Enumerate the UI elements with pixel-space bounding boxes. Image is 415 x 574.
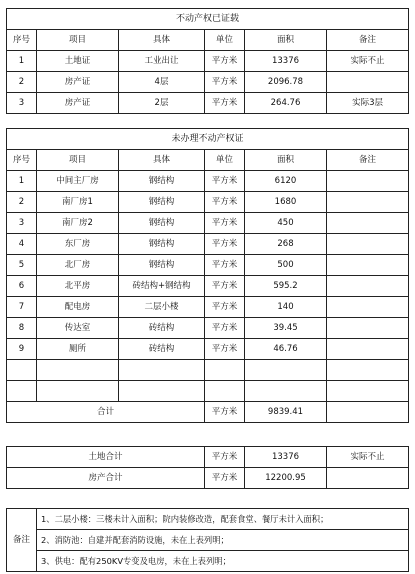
unregistered-property-table [6,128,409,423]
row-note: 实际不止 [327,51,409,72]
summary-value: 12200.95 [245,468,327,489]
header-cell: 面积 [245,150,327,171]
row-detail: 砖结构+钢结构 [119,276,205,297]
row-index: 2 [7,192,37,213]
row-detail: 二层小楼 [119,297,205,318]
row-detail: 2层 [119,93,205,114]
row-area: 500 [245,255,327,276]
total-note [327,402,409,423]
summary-note [327,468,409,489]
summary-label: 房产合计 [7,468,205,489]
empty-row [7,381,409,402]
note-row [7,509,409,530]
summary-row [7,447,409,468]
row-index: 1 [7,171,37,192]
row-item: 传达室 [37,318,119,339]
summary-unit: 平方米 [205,447,245,468]
row-unit: 平方米 [205,171,245,192]
row-detail: 钢结构 [119,192,205,213]
row-detail: 工业出让 [119,51,205,72]
row-item: 北平房 [37,276,119,297]
row-note [327,171,409,192]
summary-table [6,446,409,489]
row-index: 3 [7,213,37,234]
row-index: 3 [7,93,37,114]
header-cell: 具体 [119,30,205,51]
header-cell: 单位 [205,150,245,171]
note-item: 1、二层小楼：三楼未计入面积；院内装修改造，配套食堂、餐厅未计入面积； [37,509,409,530]
row-note [327,192,409,213]
row-area: 46.76 [245,339,327,360]
row-area: 450 [245,213,327,234]
summary-label: 土地合计 [7,447,205,468]
total-row [7,402,409,423]
table-row [7,72,409,93]
row-note [327,213,409,234]
empty-cell [327,381,409,402]
row-area: 1680 [245,192,327,213]
row-index: 8 [7,318,37,339]
table-row [7,297,409,318]
row-item: 东厂房 [37,234,119,255]
row-unit: 平方米 [205,213,245,234]
row-area: 13376 [245,51,327,72]
row-item: 厕所 [37,339,119,360]
row-area: 39.45 [245,318,327,339]
row-detail: 钢结构 [119,234,205,255]
notes-label: 备注 [7,509,37,572]
row-index: 2 [7,72,37,93]
row-unit: 平方米 [205,72,245,93]
row-area: 2096.78 [245,72,327,93]
row-unit: 平方米 [205,234,245,255]
row-area: 140 [245,297,327,318]
row-item: 中间主厂房 [37,171,119,192]
header-cell: 序号 [7,150,37,171]
row-index: 9 [7,339,37,360]
row-item: 房产证 [37,72,119,93]
row-unit: 平方米 [205,318,245,339]
header-cell: 项目 [37,30,119,51]
row-note [327,72,409,93]
header-cell: 单位 [205,30,245,51]
empty-cell [37,360,119,381]
empty-cell [205,381,245,402]
table-row [7,339,409,360]
header-cell: 序号 [7,30,37,51]
row-area: 268 [245,234,327,255]
row-unit: 平方米 [205,192,245,213]
row-area: 6120 [245,171,327,192]
table-row [7,192,409,213]
row-detail: 钢结构 [119,213,205,234]
row-index: 5 [7,255,37,276]
empty-cell [119,381,205,402]
empty-cell [245,381,327,402]
row-index: 7 [7,297,37,318]
row-note [327,297,409,318]
row-detail: 砖结构 [119,318,205,339]
row-detail: 砖结构 [119,339,205,360]
row-detail: 钢结构 [119,171,205,192]
row-item: 北厂房 [37,255,119,276]
total-label: 合计 [7,402,205,423]
table-row [7,255,409,276]
row-note [327,276,409,297]
row-item: 配电房 [37,297,119,318]
table-row [7,234,409,255]
summary-unit: 平方米 [205,468,245,489]
row-area: 595.2 [245,276,327,297]
row-detail: 钢结构 [119,255,205,276]
registered-property-table [6,8,409,114]
note-row [7,551,409,572]
row-note [327,234,409,255]
header-cell: 备注 [327,30,409,51]
summary-value: 13376 [245,447,327,468]
notes-table [6,508,409,572]
row-item: 房产证 [37,93,119,114]
table-row [7,51,409,72]
summary-note: 实际不止 [327,447,409,468]
note-row [7,530,409,551]
row-item: 南厂房1 [37,192,119,213]
table-row [7,93,409,114]
table-row [7,171,409,192]
row-note: 实际3层 [327,93,409,114]
row-unit: 平方米 [205,297,245,318]
row-unit: 平方米 [205,339,245,360]
empty-cell [327,360,409,381]
table-row [7,276,409,297]
registered-table-title: 不动产权已证载 [7,9,409,30]
row-index: 6 [7,276,37,297]
header-cell: 具体 [119,150,205,171]
empty-cell [7,360,37,381]
empty-cell [119,360,205,381]
header-cell: 备注 [327,150,409,171]
row-unit: 平方米 [205,255,245,276]
note-item: 2、消防池：自建并配套消防设施，未在上表列明； [37,530,409,551]
empty-cell [245,360,327,381]
table-row [7,318,409,339]
header-cell: 面积 [245,30,327,51]
header-cell: 项目 [37,150,119,171]
note-item: 3、供电：配有250KV专变及电房，未在上表列明； [37,551,409,572]
registered-header-row [7,30,409,51]
unregistered-header-row [7,150,409,171]
row-unit: 平方米 [205,51,245,72]
row-area: 264.76 [245,93,327,114]
summary-row [7,468,409,489]
total-value: 9839.41 [245,402,327,423]
row-detail: 4层 [119,72,205,93]
empty-cell [37,381,119,402]
row-item: 南厂房2 [37,213,119,234]
row-note [327,318,409,339]
empty-cell [7,381,37,402]
empty-cell [205,360,245,381]
row-unit: 平方米 [205,93,245,114]
row-index: 4 [7,234,37,255]
row-index: 1 [7,51,37,72]
total-unit: 平方米 [205,402,245,423]
unregistered-table-title: 未办理不动产权证 [7,129,409,150]
row-note [327,255,409,276]
empty-row [7,360,409,381]
row-note [327,339,409,360]
table-row [7,213,409,234]
row-unit: 平方米 [205,276,245,297]
row-item: 土地证 [37,51,119,72]
